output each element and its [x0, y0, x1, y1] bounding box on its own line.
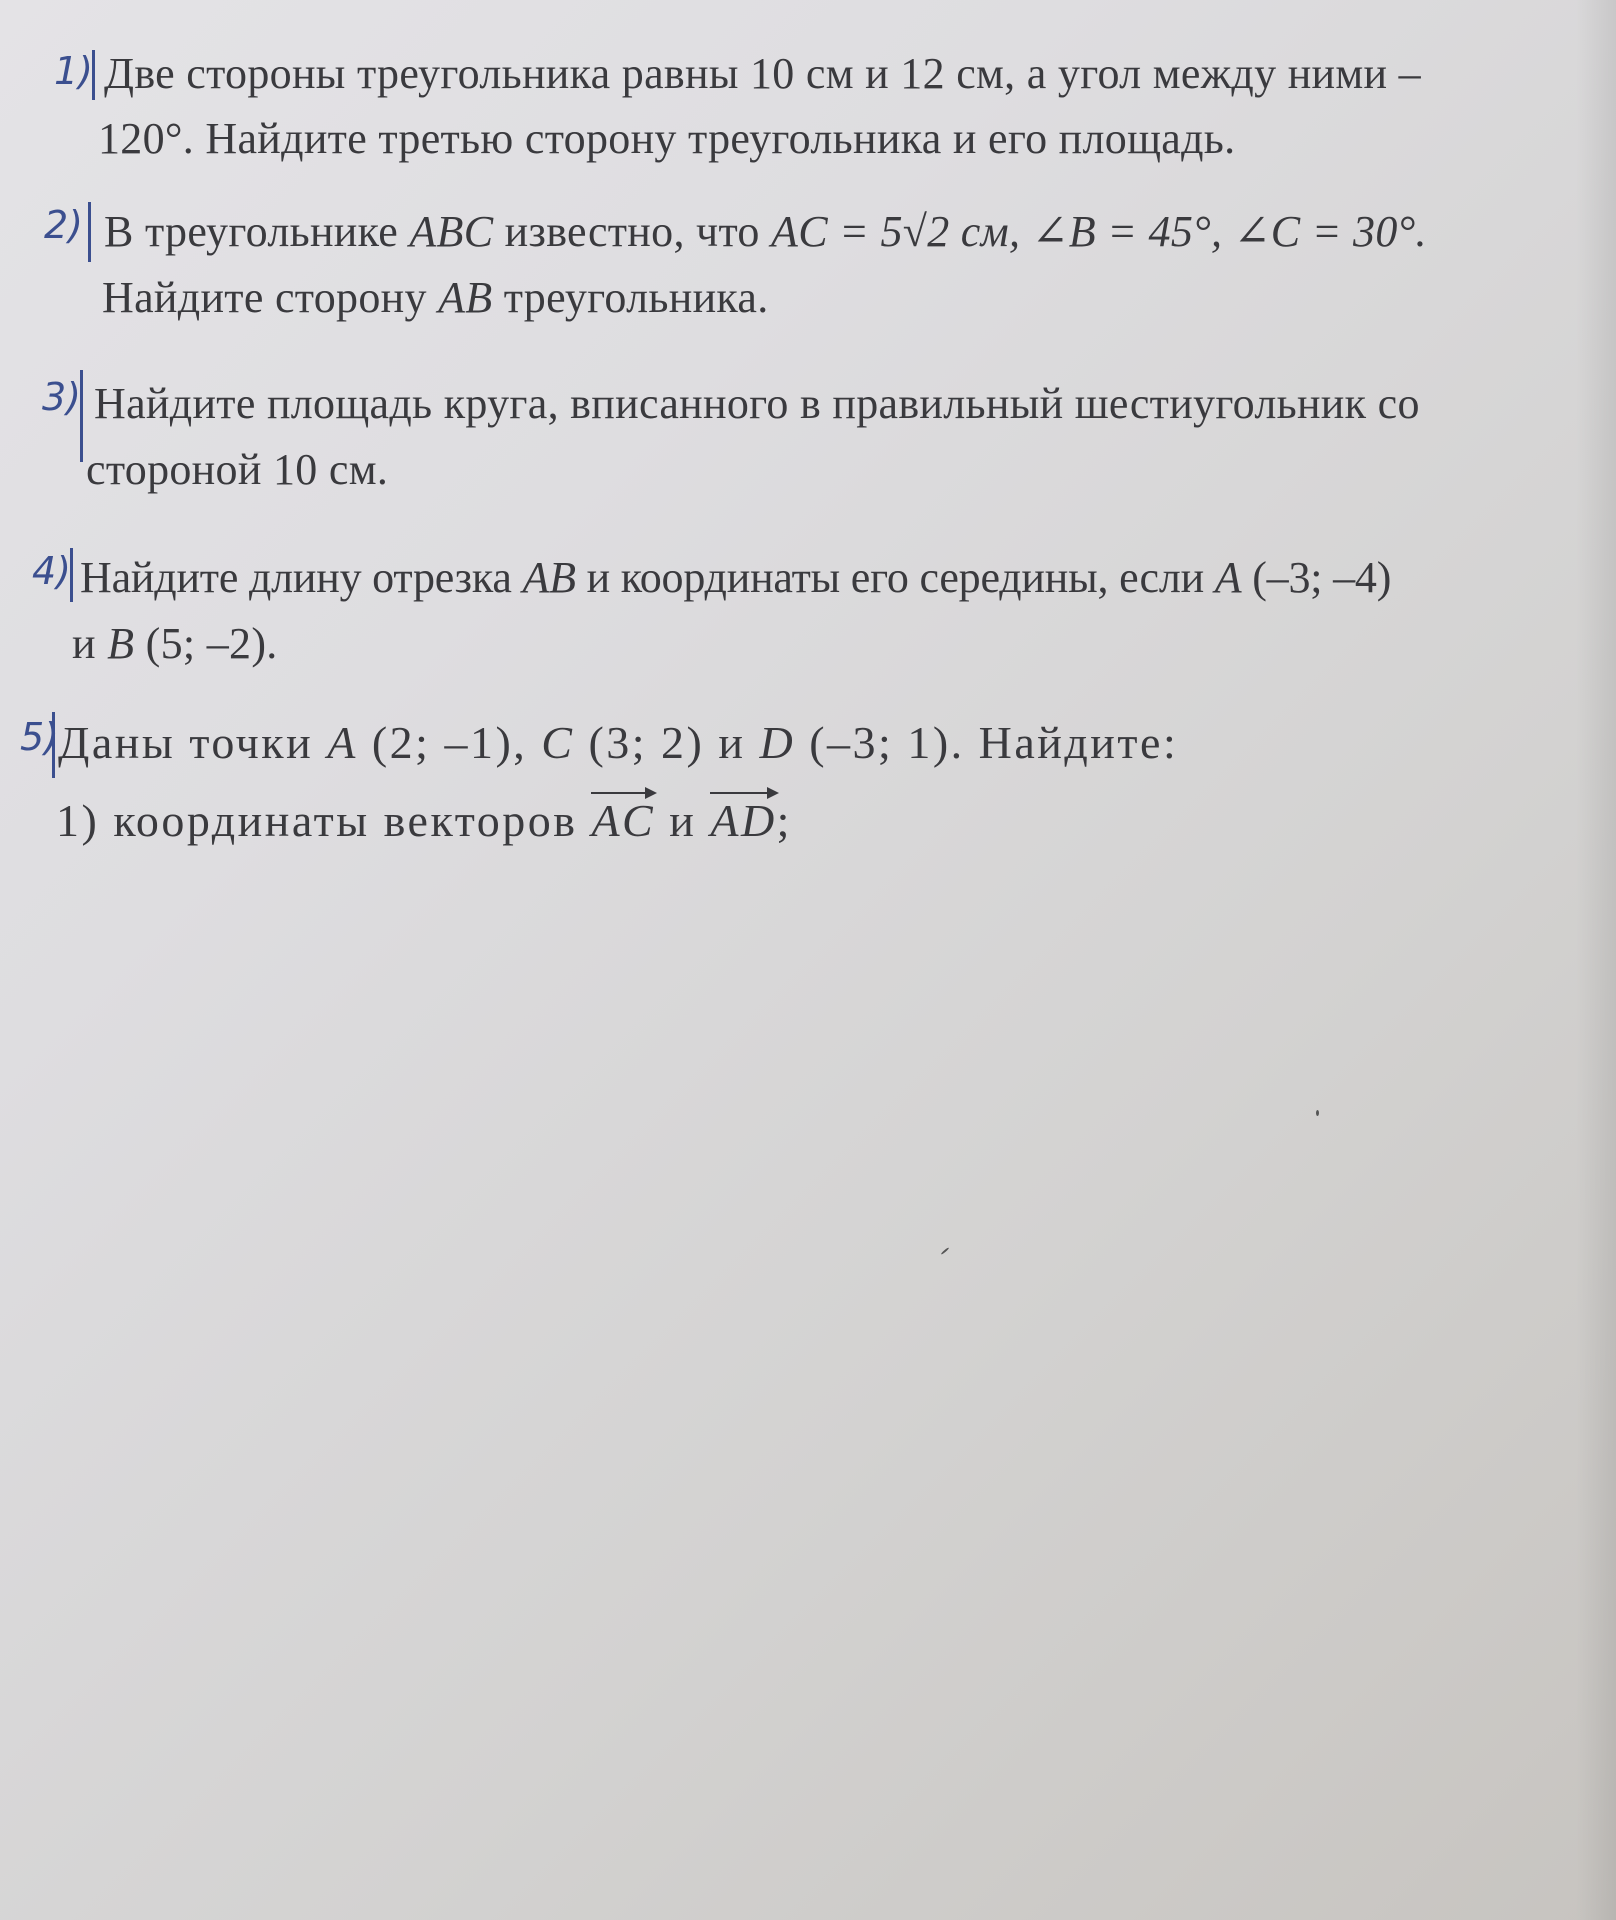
problem-5-line-2 [56, 795, 792, 846]
problem-2-number-mark: 2) [44, 203, 84, 247]
point-b: B [107, 619, 135, 668]
point-a-coords: (2; –1), [357, 717, 542, 768]
paper-speck [1316, 1110, 1319, 1116]
point-b-coords: (5; –2). [134, 619, 278, 668]
vector-ad [710, 795, 777, 846]
problem-5-bracket [52, 712, 55, 778]
problem-2-text: В треугольнике [104, 207, 410, 256]
paper-shadow [1576, 0, 1616, 1920]
problem-1-line-2: 120°. Найдите третью сторону треугольника и его площадь. [98, 114, 1236, 163]
point-d: D [759, 717, 796, 768]
problem-2-line-1 [104, 207, 1427, 256]
problem-1-line-1: Две стороны треугольника равны 10 см и 12 см, а угол между ними – [104, 49, 1421, 98]
problem-5-and: и [655, 795, 711, 846]
problem-4-text: Найдите длину отрезка [80, 553, 523, 602]
problem-2-text-mid: известно, что [493, 207, 772, 256]
segment-ab: AB [522, 553, 576, 602]
problem-5-text: Даны точки [58, 717, 328, 768]
problem-5-number-mark: 5) [20, 715, 60, 759]
point-d-coords: (–3; 1). Найдите: [795, 717, 1179, 768]
problem-2-bracket [88, 202, 91, 262]
problem-3-line-1: Найдите площадь круга, вписанного в правильный шестиугольник со [94, 379, 1420, 428]
problem-3-number-mark: 3) [42, 375, 82, 419]
problem-2-line-2 [102, 273, 769, 322]
problem-5-line-1 [58, 717, 1179, 768]
problem-5-subtask: 1) координаты векторов [56, 795, 592, 846]
vector-arrow-icon [591, 792, 655, 794]
point-c: C [541, 717, 575, 768]
point-a-coords: (–3; –4) [1241, 553, 1392, 602]
problem-1-number-mark: 1) [54, 49, 94, 93]
point-a: A [327, 717, 358, 768]
vector-ac [591, 795, 656, 846]
side-ab: AB [438, 273, 493, 322]
given-values-formula: AC = 5√2 см, ∠B = 45°, ∠C = 30°. [771, 207, 1427, 256]
problem-4-and: и [72, 619, 108, 668]
vector-ac-label: AC [591, 795, 656, 846]
triangle-abc: ABC [409, 207, 494, 256]
vector-ad-label: AD [710, 795, 777, 846]
problem-3-bracket [80, 370, 83, 462]
problem-4-number-mark: 4) [32, 549, 72, 593]
point-a: A [1214, 553, 1242, 602]
point-c-coords: (3; 2) и [574, 717, 760, 768]
problem-5-end: ; [776, 795, 792, 846]
problem-4-line-1 [80, 553, 1392, 602]
problem-4-line-2 [72, 619, 278, 668]
problem-1-bracket [92, 50, 95, 100]
problem-3-line-2: стороной 10 см. [86, 445, 389, 494]
problem-2-question: Найдите сторону [102, 273, 439, 322]
problem-4-text-mid: и координаты его середины, если [575, 553, 1215, 602]
vector-arrow-icon [710, 792, 776, 794]
problem-2-question-end: треугольника. [492, 273, 769, 322]
problem-4-bracket [70, 548, 73, 602]
